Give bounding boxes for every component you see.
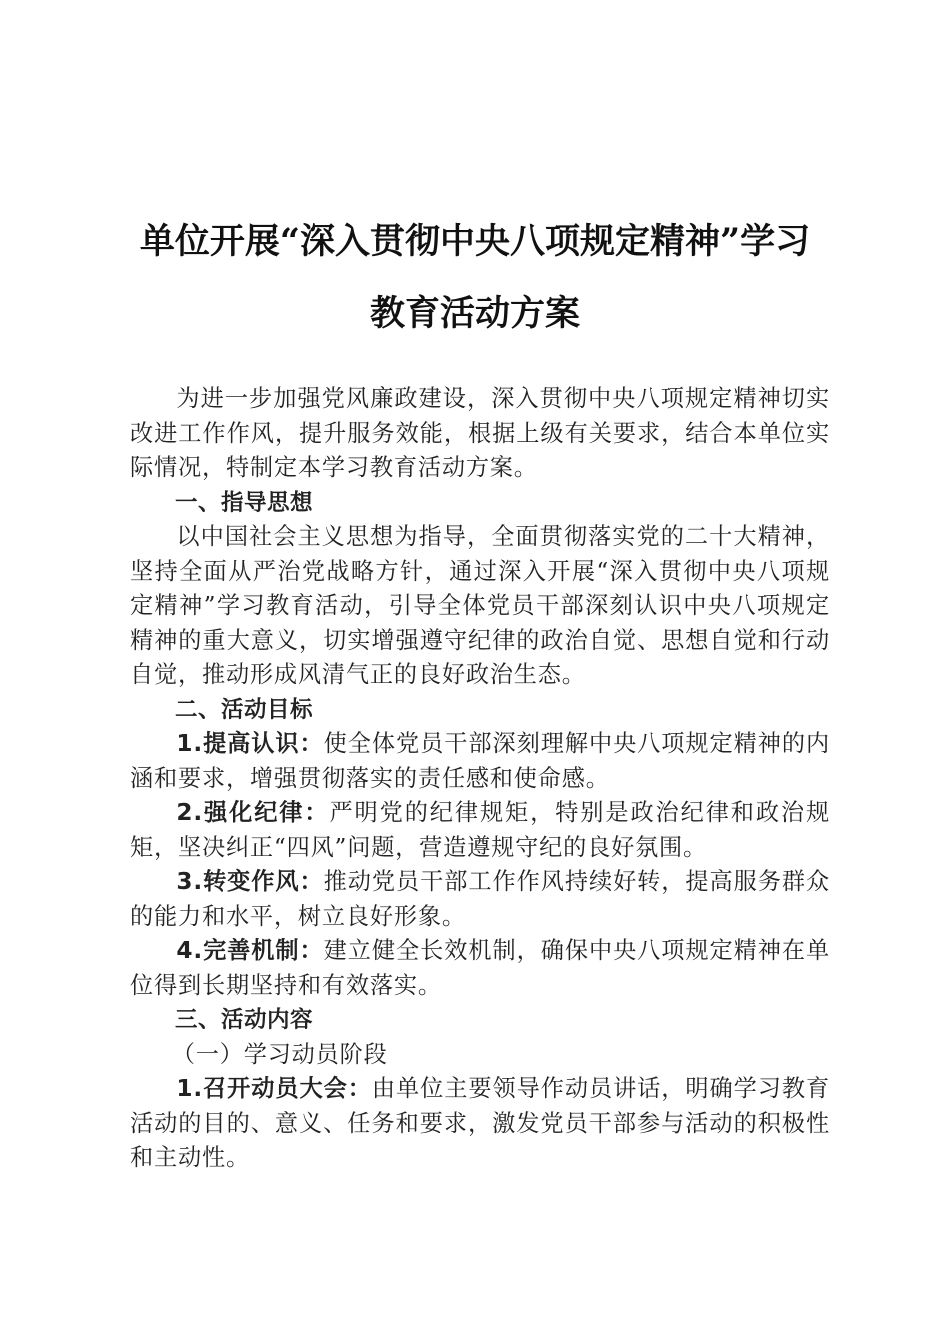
- goal-item: [130, 796, 830, 865]
- section-heading-guiding-ideology: 一、指导思想: [175, 489, 314, 516]
- goal-item-lead: 2.强化纪律：: [176, 799, 330, 826]
- document-title-line-1: 单位开展“深入贯彻中央八项规定精神”学习: [139, 221, 811, 262]
- section-heading-activity-goals: 二、活动目标: [175, 696, 314, 723]
- content-item-text: 由单位主要领导作动员讲话，明确学习教育活动的目的、意义、任务和要求，激发党员干部参与活动的积极性和主动性。: [130, 1075, 830, 1171]
- content-item-lead: 1.召开动员大会：: [176, 1075, 372, 1102]
- content-item: [130, 1072, 830, 1176]
- goal-item-lead: 3.转变作风：: [176, 868, 324, 895]
- document-title-line-2: 教育活动方案: [369, 293, 580, 334]
- subsection-heading-mobilization: （一）学习动员阶段: [171, 1040, 388, 1068]
- goal-item: [130, 934, 830, 1003]
- goal-item-text: 推动党员干部工作作风持续好转，提高服务群众的能力和水平，树立良好形象。: [130, 868, 830, 930]
- goal-item: [130, 727, 830, 796]
- goal-item-text: 建立健全长效机制，确保中央八项规定精神在单位得到长期坚持和有效落实。: [130, 937, 830, 999]
- goal-item-text: 使全体党员干部深刻理解中央八项规定精神的内涵和要求，增强贯彻落实的责任感和使命感。: [130, 730, 830, 792]
- intro-paragraph: 为进一步加强党风廉政建设，深入贯彻中央八项规定精神切实改进工作作风，提升服务效能，根据上级有关要求，结合本单位实际情况，特制定本学习教育活动方案。: [130, 385, 830, 481]
- goal-item-lead: 4.完善机制：: [176, 937, 324, 964]
- section-heading-activity-content: 三、活动内容: [175, 1007, 314, 1033]
- goal-item-lead: 1.提高认识：: [176, 730, 324, 757]
- document-body: [130, 382, 830, 1176]
- goal-item: [130, 865, 830, 934]
- guiding-ideology-paragraph: 以中国社会主义思想为指导，全面贯彻落实党的二十大精神，坚持全面从严治党战略方针，通过深入开展“深入贯彻中央八项规定精神”学习教育活动，引导全体党员干部深刻认识中央八项规定精神的重大意义，切实增强遵守纪律的政治自觉、思想自觉和行动自觉，推动形成风清气正的良好政治生态。: [130, 523, 830, 688]
- goal-item-text: 严明党的纪律规矩，特别是政治纪律和政治规矩，坚决纠正“四风”问题，营造遵规守纪的良好氛围。: [130, 799, 831, 861]
